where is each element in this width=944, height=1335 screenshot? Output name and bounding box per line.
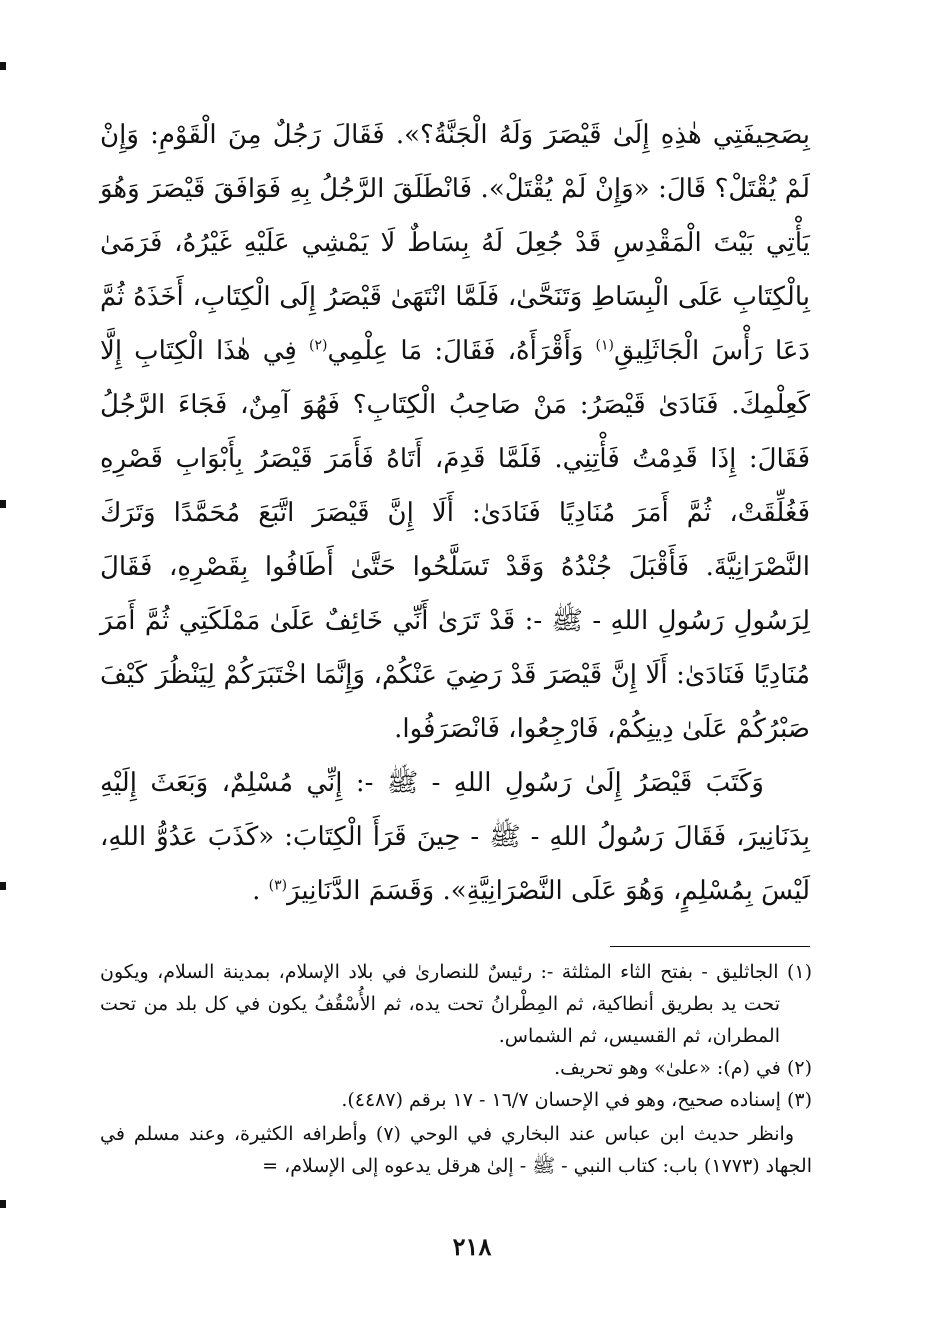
footnote-ref-3: (٣): [268, 877, 288, 894]
footnote-divider: [610, 946, 810, 947]
paragraph-1-part-1: بِصَحِيفَتِي هٰذِهِ إِلَىٰ قَيْصَرَ وَلَهُ الْجَنَّةُ؟». فَقَالَ رَجُلٌ مِنَ الْقَوْمِ: وَإِنْ لَمْ يُقْتَلْ؟ قَالَ: «وَإِنْ لَمْ يُقْتَلْ». فَانْطَلَقَ الرَّجُلُ بِهِ فَوَافَقَ قَيْصَرَ وَهُوَ يَأْتِي بَيْتَ الْمَقْدِسِ قَدْ جُعِلَ لَهُ بِسَاطٌ لَا يَمْشِي عَلَيْهِ غَيْرُهُ، فَرَمَىٰ بِالْكِتَابِ عَلَى الْبِسَاطِ وَتَنَحَّىٰ، فَلَمَّا انْتَهَىٰ قَيْصَرُ إِلَى الْكِتَابِ، أَخَذَهُ ثُمَّ دَعَا رَأْسَ الْجَاثَلِيقِ: [100, 120, 811, 366]
paragraph-1-part-2: وَأَقْرَأَهُ، فَقَالَ: مَا عِلْمِي: [327, 336, 584, 366]
main-text: [100, 108, 810, 918]
paragraph-1: [100, 108, 810, 756]
scan-mark-lower: [0, 882, 6, 890]
paragraph-2-end: .: [252, 876, 261, 906]
footnote-1: [100, 956, 812, 1052]
footnote-1-number: (١): [786, 961, 812, 983]
paragraph-1-part-3: فِي هٰذَا الْكِتَابِ إِلَّا كَعِلْمِكَ. فَنَادَىٰ قَيْصَرُ: مَنْ صَاحِبُ الْكِتَابِ؟ فَهُوَ آمِنٌ، فَجَاءَ الرَّجُلُ فَقَالَ: إِذَا قَدِمْتُ فَأْتِنِي. فَلَمَّا قَدِمَ، أَتَاهُ فَأَمَرَ قَيْصَرُ بِأَبْوَابِ قَصْرِهِ فَغُلِّقَتْ، ثُمَّ أَمَرَ مُنَادِيًا فَنَادَىٰ: أَلَا إِنَّ قَيْصَرَ اتَّبَعَ مُحَمَّدًا وَتَرَكَ النَّصْرَانِيَّةَ. فَأَقْبَلَ جُنْدُهُ وَقَدْ تَسَلَّحُوا حَتَّىٰ أَطَافُوا بِقَصْرِهِ، فَقَالَ لِرَسُولِ رَسُولِ اللهِ - ﷺ -: قَدْ تَرَىٰ أَنِّي خَائِفٌ عَلَىٰ مَمْلَكَتِي ثُمَّ أَمَرَ مُنَادِيًا فَنَادَىٰ: أَلَا إِنَّ قَيْصَرَ قَدْ رَضِيَ عَنْكُمْ، وَإِنَّمَا اخْتَبَرَكُمْ لِيَنْظُرَ كَيْفَ صَبْرُكُمْ عَلَىٰ دِينِكُمْ، فَارْجِعُوا، فَانْصَرَفُوا.: [100, 336, 810, 744]
footnote-3: [100, 1084, 812, 1116]
footnote-1-text: الجاثليق - بفتح الثاء المثلثة -: رئيسٌ للنصارىٰ في بلاد الإسلام، بمدينة السلام، ويكون تحت يد بطريق أنطاكية، ثم المِطْرانُ تحت يده، ثم الأُسْقُفُ يكون في كل بلد من تحت المطران، ثم القسيس، ثم الشماس.: [100, 961, 780, 1047]
page-number: ٢١٨: [452, 1232, 492, 1261]
footnote-2-text: في (م): «علىٰ» وهو تحريف.: [554, 1057, 781, 1079]
footnote-2-number: (٢): [786, 1057, 812, 1079]
footnote-ref-1: (١): [595, 337, 615, 354]
footnotes: [100, 956, 812, 1182]
footnote-ref-2: (٢): [308, 337, 328, 354]
scan-mark-middle: [0, 500, 6, 508]
paragraph-2-text: وَكَتَبَ قَيْصَرُ إِلَىٰ رَسُولِ اللهِ - ﷺ -: إِنِّي مُسْلِمٌ، وَبَعَثَ إِلَيْهِ بِدَنَانِيرَ، فَقَالَ رَسُولُ اللهِ - ﷺ - حِينَ قَرَأَ الْكِتَابَ: «كَذَبَ عَدُوُّ اللهِ، لَيْسَ بِمُسْلِمٍ، وَهُوَ عَلَى النَّصْرَانِيَّةِ». وَقَسَمَ الدَّنَانِيرَ: [100, 768, 810, 906]
footnote-3-number: (٣): [786, 1089, 812, 1111]
paragraph-2: [100, 756, 810, 918]
scan-mark-top: [0, 62, 6, 70]
footnote-3-continuation: وانظر حديث ابن عباس عند البخاري في الوحي (٧) وأطرافه الكثيرة، وعند مسلم في الجهاد (١٧٧٣) باب: كتاب النبي - ﷺ - إلىٰ هرقل يدعوه إلى الإسلام، =: [100, 1123, 812, 1177]
scan-mark-bottom: [0, 1200, 6, 1208]
footnote-2: [100, 1052, 812, 1084]
footnote-3-text: إسناده صحيح، وهو في الإحسان ١٦/٧ - ١٧ برقم (٤٤٨٧).: [341, 1089, 781, 1111]
